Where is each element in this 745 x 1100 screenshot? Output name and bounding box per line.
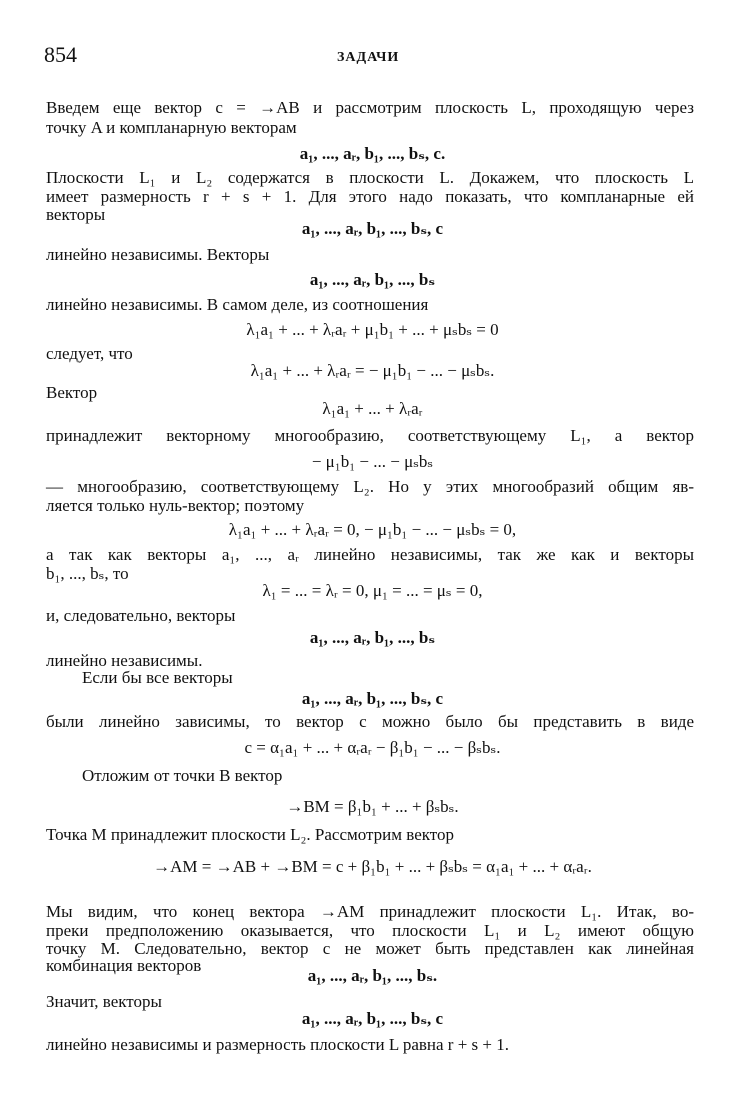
text-line: линейно независимы. В самом деле, из соотношения [46,295,429,314]
text-line: точку A и компланарную векторам [46,118,297,137]
formula: a₁, ..., aᵣ, b₁, ..., bₛ. [307,966,438,985]
text-line: линейно независимы и размерность плоскости L равна r + s + 1. [46,1035,510,1054]
formula: a₁, ..., aᵣ, b₁, ..., bₛ, c [301,1009,444,1028]
text-line: следует, что [46,344,133,363]
formula: λ₁a₁ + ... + λᵣaᵣ = 0, − μ₁b₁ − ... − μₛbₛ = 0, [228,520,517,539]
formula: a₁, ..., aᵣ, b₁, ..., bₛ [309,270,436,289]
text-line: а так как векторы a₁, ..., aᵣ линейно независимы, так же как и векторы [46,545,694,564]
text-line: Значит, векторы [46,992,162,1011]
formula: c = α₁a₁ + ... + αᵣaᵣ − β₁b₁ − ... − βₛbₛ. [244,738,501,757]
text-line: ляется только нуль-вектор; поэтому [46,496,305,515]
text-line: — многообразию, соответствующему L₂. Но у этих многообразий общим яв- [46,477,694,496]
text-line: Плоскости L₁ и L₂ содержатся в плоскости L. Докажем, что плоскость L [46,168,694,187]
formula: λ₁a₁ + ... + λᵣaᵣ = − μ₁b₁ − ... − μₛbₛ. [250,361,495,380]
formula: →AM = →AB + →BM = c + β₁b₁ + ... + βₛbₛ = α₁a₁ + ... + αᵣaᵣ. [153,857,592,876]
text-line: линейно независимы. [46,651,203,670]
formula: λ₁a₁ + ... + λᵣaᵣ + μ₁b₁ + ... + μₛbₛ = 0 [246,320,499,339]
formula: a₁, ..., aᵣ, b₁, ..., bₛ, c [301,219,444,238]
text-line: Мы видим, что конец вектора →AM принадлежит плоскости L₁. Итак, во- [46,902,694,921]
text-line: точку M. Следовательно, вектор c не может быть представлен как линейная [46,939,694,958]
text-line: Отложим от точки B вектор [82,766,283,785]
formula: − μ₁b₁ − ... − μₛbₛ [311,452,434,471]
text-line: линейно независимы. Векторы [46,245,270,264]
formula: λ₁ = ... = λᵣ = 0, μ₁ = ... = μₛ = 0, [262,581,483,600]
formula: a₁, ..., aᵣ, b₁, ..., bₛ [309,628,436,647]
text-line: Точка M принадлежит плоскости L₂. Рассмотрим вектор [46,825,454,844]
formula: a₁, ..., aᵣ, b₁, ..., bₛ, c [301,689,444,708]
running-head: ЗАДАЧИ [337,50,400,65]
formula: a₁, ..., aᵣ, b₁, ..., bₛ, c. [299,144,446,163]
text-line: преки предположению оказывается, что плоскости L₁ и L₂ имеют общую [46,921,694,940]
formula: λ₁a₁ + ... + λᵣaᵣ [322,399,423,418]
text-line: имеет размерность r + s + 1. Для этого надо показать, что компланарные ей [46,187,694,206]
text-line: b₁, ..., bₛ, то [46,564,129,583]
text-line: векторы [46,205,106,224]
text-line: и, следовательно, векторы [46,606,236,625]
text-line: Вектор [46,383,98,402]
text-line: принадлежит векторному многообразию, соответствующему L₁, а вектор [46,426,694,445]
page-number: 854 [44,42,77,67]
text-line: были линейно зависимы, то вектор c можно было бы представить в виде [46,712,694,731]
text-line: Если бы все векторы [82,668,233,687]
formula: →BM = β₁b₁ + ... + βₛbₛ. [286,797,459,816]
text-line: комбинация векторов [46,956,202,975]
text-line: Введем еще вектор c = →AB и рассмотрим плоскость L, проходящую через [46,98,694,117]
